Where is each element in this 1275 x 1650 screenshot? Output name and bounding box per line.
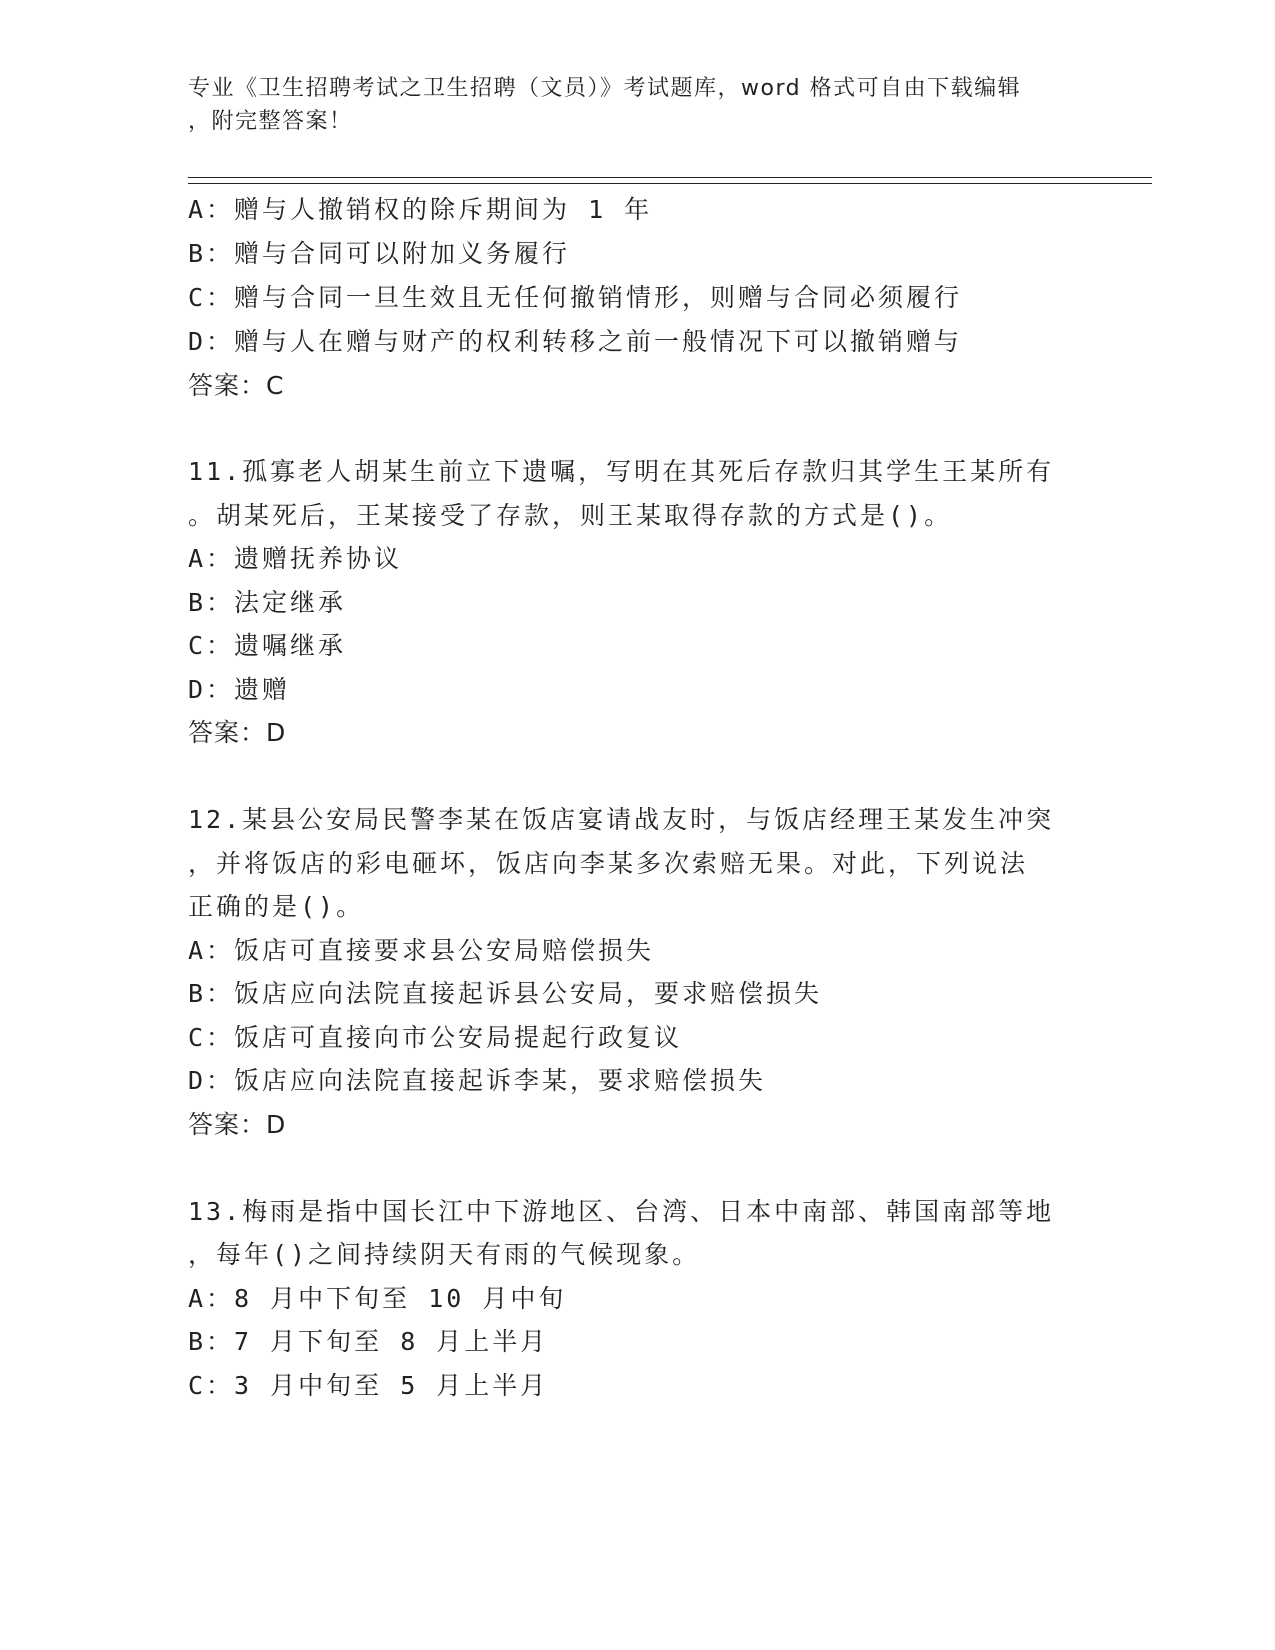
q13-stem-line-1: 13.梅雨是指中国长江中下游地区、台湾、日本中南部、韩国南部等地 — [188, 1197, 1055, 1226]
q10-answer: 答案：C — [188, 371, 285, 400]
q12-option-b: B：饭店应向法院直接起诉县公安局，要求赔偿损失 — [188, 979, 823, 1008]
q12-stem-line-2: ，并将饭店的彩电砸坏，饭店向李某多次索赔无果。对此，下列说法 — [188, 849, 1029, 878]
q11-option-c: C：遗嘱继承 — [188, 631, 347, 660]
q12-stem-line-3: 正确的是()。 — [188, 892, 365, 921]
header-divider-top — [188, 177, 1152, 178]
q11-option-b: B：法定继承 — [188, 588, 347, 617]
header-line-2: ，附完整答案！ — [188, 109, 353, 134]
q11-stem-line-1: 11.孤寡老人胡某生前立下遗嘱，写明在其死后存款归其学生王某所有 — [188, 457, 1055, 486]
header-line-1: 专业《卫生招聘考试之卫生招聘（文员）》考试题库，word 格式可自由下载编辑 — [188, 76, 1022, 101]
q10-option-d: D：赠与人在赠与财产的权利转移之前一般情况下可以撤销赠与 — [188, 327, 963, 356]
q10-option-c: C：赠与合同一旦生效且无任何撤销情形，则赠与合同必须履行 — [188, 283, 963, 312]
document-header — [188, 72, 1068, 138]
q12-option-d: D：饭店应向法院直接起诉李某，要求赔偿损失 — [188, 1066, 767, 1095]
q10-option-b: B：赠与合同可以附加义务履行 — [188, 239, 571, 268]
header-divider-bottom — [188, 183, 1152, 184]
q10-option-a: A：赠与人撤销权的除斥期间为 1 年 — [188, 195, 653, 224]
q13-option-c: C：3 月中旬至 5 月上半月 — [188, 1371, 549, 1400]
q11-option-d: D：遗赠 — [188, 675, 291, 704]
q12-answer: 答案：D — [188, 1110, 287, 1139]
q11-answer: 答案：D — [188, 718, 287, 747]
q13-option-b: B：7 月下旬至 8 月上半月 — [188, 1327, 549, 1356]
q11-option-a: A：遗赠抚养协议 — [188, 544, 403, 573]
q12-option-c: C：饭店可直接向市公安局提起行政复议 — [188, 1023, 683, 1052]
q13-stem-line-2: ，每年()之间持续阴天有雨的气候现象。 — [188, 1240, 701, 1269]
q12-stem-line-1: 12.某县公安局民警李某在饭店宴请战友时，与饭店经理王某发生冲突 — [188, 805, 1055, 834]
q11-stem-line-2: 。胡某死后，王某接受了存款，则王某取得存款的方式是()。 — [188, 501, 953, 530]
q12-option-a: A：饭店可直接要求县公安局赔偿损失 — [188, 936, 655, 965]
q13-option-a: A：8 月中下旬至 10 月中旬 — [188, 1284, 567, 1313]
